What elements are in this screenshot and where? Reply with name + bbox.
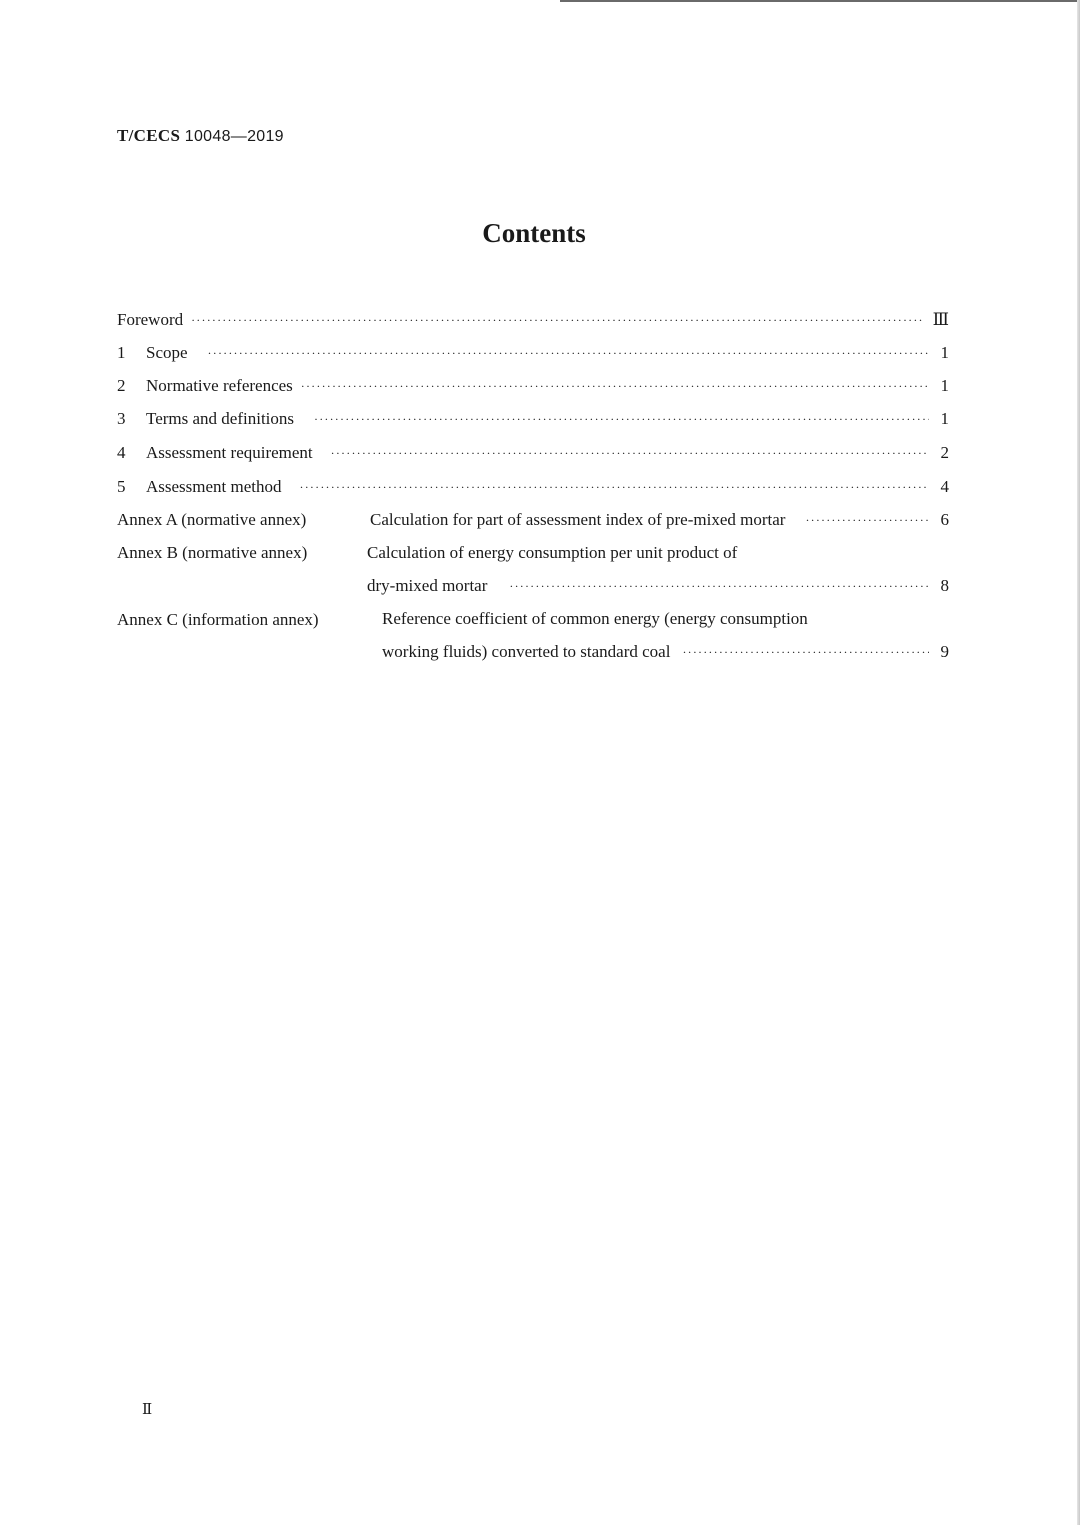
toc-entry-page: 8 bbox=[940, 576, 949, 595]
toc-entry-label: Normative references bbox=[146, 376, 293, 395]
toc-entry-annex-c[interactable] bbox=[382, 641, 949, 664]
toc-entry-assessment-requirement[interactable] bbox=[117, 442, 949, 465]
toc-entry-foreword[interactable] bbox=[117, 309, 949, 332]
toc-annex-c-head[interactable]: Annex C (information annex) bbox=[117, 610, 319, 629]
toc-entry-page: 4 bbox=[940, 477, 949, 496]
standard-year-number: 10048—2019 bbox=[184, 128, 284, 145]
toc-entry-assessment-method[interactable] bbox=[117, 476, 949, 499]
toc-entry-label: working fluids) converted to standard coal bbox=[382, 642, 671, 661]
dot-leader bbox=[509, 575, 929, 597]
toc-entry-number: 4 bbox=[117, 443, 126, 462]
toc-entry-number: 2 bbox=[117, 376, 126, 395]
toc-entry-page: 1 bbox=[940, 343, 949, 362]
toc-annex-c-line1[interactable]: Reference coefficient of common energy (energy consumption bbox=[382, 609, 808, 628]
toc-annex-b-head[interactable]: Annex B (normative annex) bbox=[117, 543, 308, 562]
toc-entry-label: Assessment method bbox=[146, 477, 282, 496]
standard-code: T/CECS bbox=[117, 126, 181, 145]
toc-entry-number: 3 bbox=[117, 409, 126, 428]
toc-entry-annex-b[interactable] bbox=[367, 575, 949, 598]
toc-entry-annex-a[interactable] bbox=[370, 509, 949, 532]
toc-entry-page: 6 bbox=[940, 510, 949, 529]
toc-entry-number: 1 bbox=[117, 343, 126, 362]
toc-entry-page: Ⅲ bbox=[932, 310, 949, 329]
dot-leader bbox=[314, 408, 929, 430]
dot-leader bbox=[208, 342, 929, 364]
toc-entry-label: dry-mixed mortar bbox=[367, 576, 488, 595]
toc-entry-label: Scope bbox=[146, 343, 188, 362]
toc-entry-page: 1 bbox=[940, 376, 949, 395]
toc-entry-terms-and-definitions[interactable] bbox=[117, 408, 949, 431]
page-number: Ⅱ bbox=[142, 1402, 153, 1418]
scan-top-edge bbox=[560, 0, 1080, 2]
toc-entry-number: 5 bbox=[117, 477, 126, 496]
page-title: Contents bbox=[482, 218, 586, 248]
toc-entry-scope[interactable] bbox=[117, 342, 949, 365]
dot-leader bbox=[191, 309, 924, 331]
dot-leader bbox=[300, 476, 929, 498]
toc-annex-b-line1[interactable]: Calculation of energy consumption per unit product of bbox=[367, 543, 738, 562]
toc-entry-normative-references[interactable] bbox=[117, 375, 949, 398]
dot-leader bbox=[301, 375, 929, 397]
toc-entry-page: 1 bbox=[940, 409, 949, 428]
toc-entry-page: 2 bbox=[940, 443, 949, 462]
dot-leader bbox=[331, 442, 929, 464]
toc-entry-label: Foreword bbox=[117, 310, 184, 329]
toc-entry-label: Assessment requirement bbox=[146, 443, 313, 462]
toc-entry-label: Calculation for part of assessment index of pre-mixed mortar bbox=[370, 510, 786, 529]
toc-annex-a-head[interactable]: Annex A (normative annex) bbox=[117, 510, 307, 529]
standard-number bbox=[117, 126, 284, 146]
dot-leader bbox=[805, 509, 929, 531]
toc-entry-page: 9 bbox=[940, 642, 949, 661]
dot-leader bbox=[682, 641, 929, 663]
toc-entry-label: Terms and definitions bbox=[146, 409, 295, 428]
